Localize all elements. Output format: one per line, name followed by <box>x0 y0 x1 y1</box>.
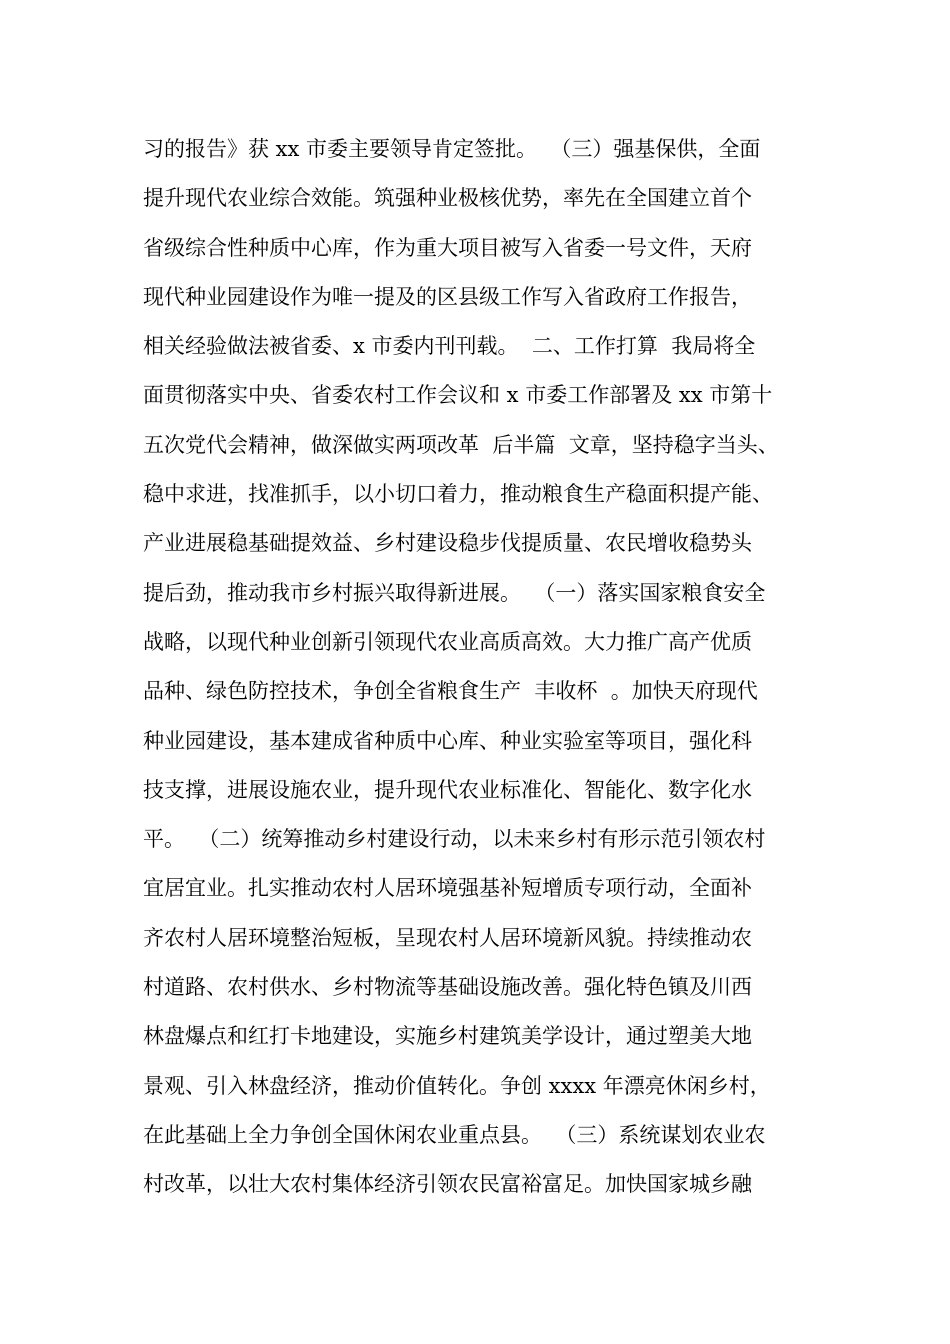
text-line: 村道路、农村供水、乡村物流等基础设施改善。强化特色镇及川西 <box>143 975 752 1000</box>
text-line: 景观、引入林盘经济，推动价值转化。争创 xxxx 年漂亮休闲乡村， <box>143 1073 771 1098</box>
text-line: 习的报告》获 xx 市委主要领导肯定签批。 （三）强基保供，全面 <box>143 137 761 161</box>
text-line: 提后劲，推动我市乡村振兴取得新进展。 （一）落实国家粮食安全 <box>143 580 766 605</box>
text-line: 种业园建设，基本建成省种质中心库、种业实验室等项目，强化科 <box>143 728 752 753</box>
text-line: 相关经验做法被省委、x 市委内刊刊载。 二、工作打算 我局将全 <box>143 334 756 359</box>
text-line: 林盘爆点和红打卡地建设，实施乡村建筑美学设计，通过塑美大地 <box>143 1024 752 1049</box>
body-text <box>143 125 833 1210</box>
text-line: 在此基础上全力争创全国休闲农业重点县。 （三）系统谋划农业农 <box>143 1122 766 1147</box>
text-line: 技支撑，进展设施农业，提升现代农业标准化、智能化、数字化水 <box>143 777 752 802</box>
text-line: 齐农村人居环境整治短板，呈现农村人居环境新风貌。持续推动农 <box>143 925 752 950</box>
text-line: 品种、绿色防控技术，争创全省粮食生产 丰收杯 。加快天府现代 <box>143 679 758 704</box>
text-line: 村改革，以壮大农村集体经济引领农民富裕富足。加快国家城乡融 <box>143 1172 752 1197</box>
text-line: 提升现代农业综合效能。筑强种业极核优势，率先在全国建立首个 <box>143 186 752 211</box>
text-line: 省级综合性种质中心库，作为重大项目被写入省委一号文件，天府 <box>143 235 752 260</box>
text-line: 产业进展稳基础提效益、乡村建设稳步伐提质量、农民增收稳势头 <box>143 531 752 556</box>
text-line: 平。 （二）统筹推动乡村建设行动，以未来乡村有形示范引领农村 <box>143 827 766 852</box>
text-line: 面贯彻落实中央、省委农村工作会议和 x 市委工作部署及 xx 市第十 <box>143 383 773 408</box>
text-line: 宜居宜业。扎实推动农村人居环境强基补短增质专项行动，全面补 <box>143 876 752 901</box>
text-line: 战略，以现代种业创新引领现代农业高质高效。大力推广高产优质 <box>143 629 752 654</box>
text-line: 稳中求进，找准抓手，以小切口着力，推动粮食生产稳面积提产能、 <box>143 482 773 507</box>
text-line: 现代种业园建设作为唯一提及的区县级工作写入省政府工作报告， <box>143 284 752 309</box>
text-line: 五次党代会精神，做深做实两项改革 后半篇 文章，坚持稳字当头、 <box>143 432 779 457</box>
